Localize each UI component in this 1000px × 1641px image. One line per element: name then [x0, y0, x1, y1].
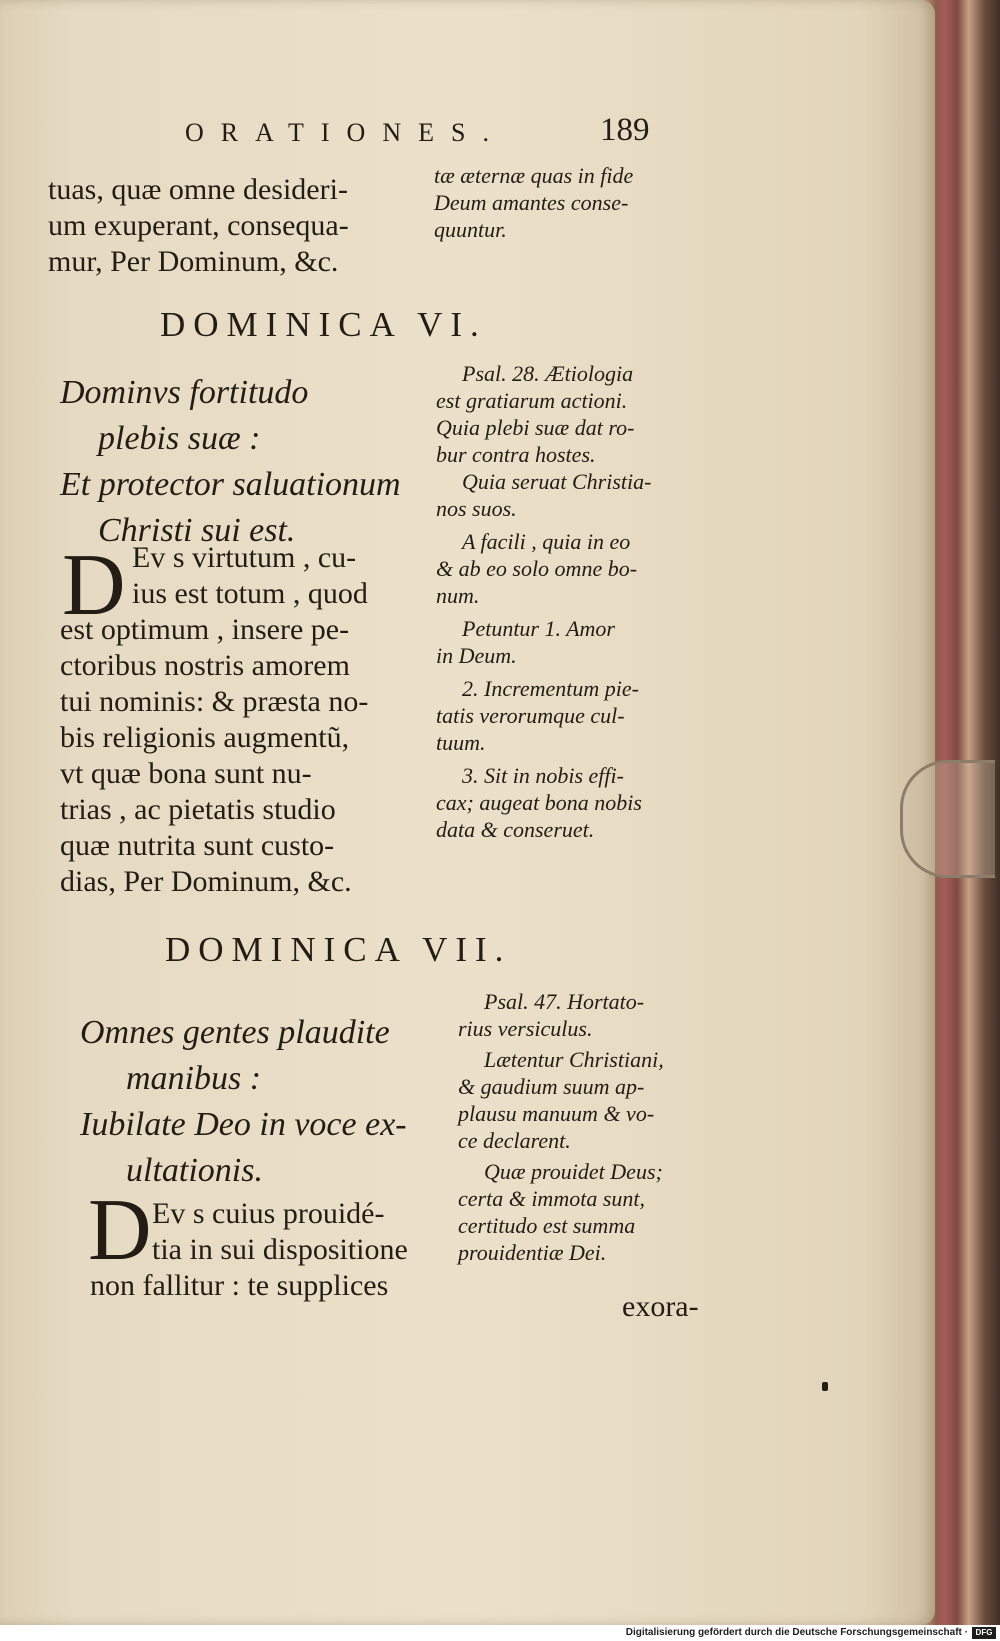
- note-line: bur contra hostes.: [436, 442, 596, 467]
- note-line: certa & immota sunt,: [458, 1186, 645, 1211]
- note-line: Psal. 28. Ætiologia: [462, 361, 634, 386]
- text-line: ctoribus nostris amorem: [60, 649, 350, 682]
- psalm-line: plebis suæ :: [98, 420, 261, 457]
- note-line: rius versiculus.: [458, 1016, 593, 1041]
- note-line: Quia plebi suæ dat ro-: [436, 415, 635, 440]
- margin-notes-dominica-6: [436, 360, 651, 843]
- note-line: certitudo est summa: [458, 1213, 636, 1238]
- text-line: tui nominis: & præsta no-: [60, 685, 369, 718]
- psalm-line: Christi sui est.: [98, 512, 296, 549]
- note-line: Lætentur Christiani,: [484, 1047, 664, 1072]
- note-line: nos suos.: [436, 496, 517, 521]
- note-line: Deum amantes conse-: [434, 190, 629, 215]
- psalm-verse-dominica-7: [80, 1010, 407, 1194]
- text-line: mur, Per Dominum, &c.: [48, 245, 339, 278]
- note-line: 3. Sit in nobis effi-: [462, 763, 624, 788]
- note-line: A facili , quia in eo: [462, 529, 631, 554]
- text-line: vt quæ bona sunt nu-: [60, 757, 312, 790]
- prayer-dominica-7: [90, 1196, 408, 1304]
- psalm-line: ultationis.: [126, 1152, 263, 1189]
- psalm-line: manibus :: [126, 1060, 262, 1097]
- text-line: um exuperant, consequa-: [48, 209, 349, 242]
- text-line: non fallitur : te supplices: [90, 1269, 389, 1302]
- text-line: est optimum , insere pe-: [60, 613, 350, 646]
- note-line: plausu manuum & vo-: [458, 1101, 655, 1126]
- note-line: Psal. 47. Hortato-: [484, 989, 645, 1014]
- section-heading-dominica-7: DOMINICA VII.: [165, 930, 512, 969]
- text-line: bis religionis augmentũ,: [60, 721, 350, 754]
- note-line: & ab eo solo omne bo-: [436, 556, 638, 581]
- dfg-logo: DFG: [972, 1627, 996, 1639]
- psalm-line: Omnes gentes plaudite: [80, 1014, 390, 1051]
- margin-notes-dominica-7: [458, 988, 664, 1266]
- text-line: tuas, quæ omne desideri-: [48, 173, 348, 206]
- section-heading-dominica-6: DOMINICA VI.: [160, 305, 487, 344]
- psalm-line: Dominvs fortitudo: [60, 374, 309, 411]
- note-line: prouidentiæ Dei.: [458, 1240, 607, 1265]
- running-title: ORATIONES.: [185, 118, 506, 147]
- ink-mark: [822, 1382, 828, 1391]
- note-line: data & conseruet.: [436, 817, 595, 842]
- text-line: ius est totum , quod: [132, 577, 368, 610]
- note-line: est gratiarum actioni.: [436, 388, 628, 413]
- top-margin-note: [434, 162, 633, 243]
- text-line: dias, Per Dominum, &c.: [60, 865, 352, 898]
- top-body-text: [48, 172, 349, 280]
- psalm-verse-dominica-6: [60, 370, 401, 554]
- text-line: quæ nutrita sunt custo-: [60, 829, 335, 862]
- note-line: cax; augeat bona nobis: [436, 790, 642, 815]
- drop-cap: D: [62, 537, 126, 634]
- note-line: num.: [436, 583, 480, 608]
- note-line: tuum.: [436, 730, 486, 755]
- drop-cap: D: [88, 1182, 152, 1279]
- note-line: ce declarent.: [458, 1128, 571, 1153]
- note-line: Petuntur 1. Amor: [462, 616, 615, 641]
- note-line: in Deum.: [436, 643, 517, 668]
- bookmark-ribbon: [900, 760, 995, 878]
- page-number: 189: [600, 112, 650, 148]
- text-line: trias , ac pietatis studio: [60, 793, 336, 826]
- note-line: quuntur.: [434, 217, 507, 242]
- psalm-line: Et protector saluationum: [60, 466, 401, 503]
- text-line: Ev s virtutum , cu-: [132, 541, 357, 574]
- catchword: exora-: [622, 1290, 699, 1323]
- note-line: 2. Incrementum pie-: [462, 676, 639, 701]
- note-line: Quæ prouidet Deus;: [484, 1159, 663, 1184]
- note-line: Quia seruat Christia-: [462, 469, 652, 494]
- psalm-line: Iubilate Deo in voce ex-: [80, 1106, 407, 1143]
- note-line: tæ æternæ quas in fide: [434, 163, 634, 188]
- note-line: & gaudium suum ap-: [458, 1074, 645, 1099]
- text-line: Ev s cuius prouidé-: [152, 1197, 385, 1230]
- note-line: tatis verorumque cul-: [436, 703, 625, 728]
- text-line: tia in sui dispositione: [152, 1233, 408, 1266]
- digitization-credit: Digitalisierung gefördert durch die Deutsche Forschungsgemeinschaft ·: [625, 1627, 968, 1638]
- prayer-dominica-6: [60, 537, 369, 900]
